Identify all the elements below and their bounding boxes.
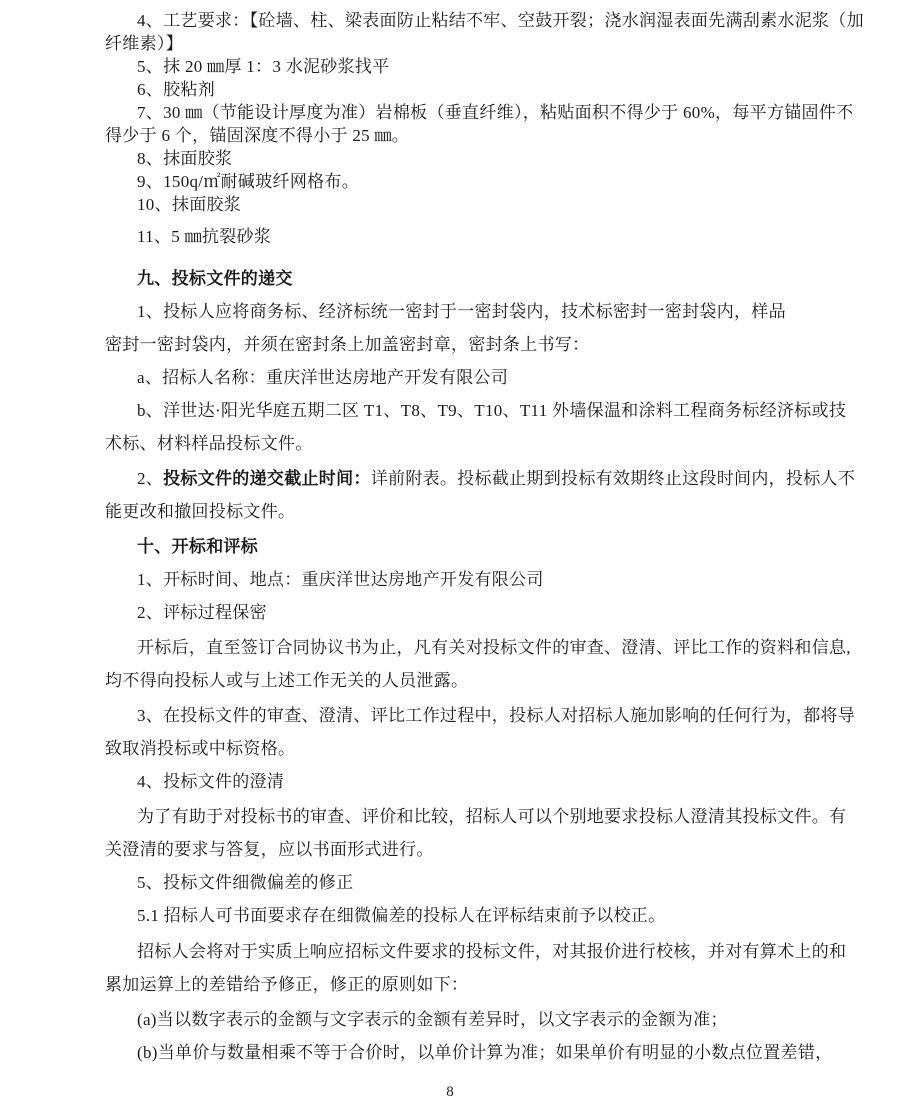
text-run: 密封一密封袋内，并须在密封条上加盖密封章，密封条上书写： — [105, 335, 590, 354]
bold-text-run: 九、投标文件的递交 — [137, 269, 293, 288]
item-8 — [105, 147, 875, 170]
section-9-heading — [105, 262, 875, 295]
text-run: (b)当单价与数量相乘不等于合价时，以单价计算为准；如果单价有明显的小数点位置差错， — [137, 1043, 833, 1062]
text-run: 纤维素）】 — [105, 34, 183, 53]
page-number: 8 — [446, 1084, 454, 1100]
bold-text-run: 十、开标和评标 — [137, 537, 259, 556]
s10-p4-line-1 — [105, 699, 875, 732]
s10-p5 — [105, 765, 875, 798]
item-5 — [105, 55, 875, 78]
s9-p1-line-1 — [105, 295, 875, 328]
s10-p2 — [105, 596, 875, 629]
item-10 — [105, 193, 875, 216]
text-run: 2、 — [137, 469, 164, 488]
s9-item-b-line-1 — [105, 394, 875, 427]
s9-p2-line-1 — [105, 462, 875, 495]
item-7-line-1 — [105, 101, 875, 124]
text-run: 2、评标过程保密 — [137, 603, 267, 622]
s10-p6-line-2 — [105, 833, 875, 866]
s9-p2-line-2 — [105, 495, 875, 528]
s9-item-b-line-2 — [105, 427, 875, 460]
s10-item-a — [105, 1003, 875, 1036]
text-run: 5.1 招标人可书面要求存在细微偏差的投标人在评标结束前予以校正。 — [137, 906, 666, 925]
text-run: 6、胶粘剂 — [137, 80, 215, 99]
text-run: 1、投标人应将商务标、经济标统一密封于一密封袋内，技术标密封一密封袋内，样品 — [137, 302, 786, 321]
document-body — [105, 9, 875, 1069]
s10-p3-line-1 — [105, 631, 875, 664]
text-run: a、招标人名称：重庆洋世达房地产开发有限公司 — [137, 368, 509, 387]
text-run: 4、工艺要求：【砼墙、柱、梁表面防止粘结不牢、空鼓开裂；浇水润湿表面先满刮素水泥浆（加 — [137, 11, 864, 30]
text-run: 3、在投标文件的审查、澄清、评比工作过程中，投标人对招标人施加影响的任何行为，都将导 — [137, 706, 856, 725]
s9-p1-line-2 — [105, 328, 875, 361]
text-run: 均不得向投标人或与上述工作无关的人员泄露。 — [105, 671, 469, 690]
text-run: 累加运算上的差错给予修正，修正的原则如下： — [105, 975, 469, 994]
text-run: 1、开标时间、地点：重庆洋世达房地产开发有限公司 — [137, 570, 544, 589]
text-run: 8、抹面胶浆 — [137, 149, 233, 168]
text-run: 5、投标文件细微偏差的修正 — [137, 873, 354, 892]
s9-item-a — [105, 361, 875, 394]
text-run: 详前附表。投标截止期到投标有效期终止这段时间内，投标人不 — [370, 469, 856, 488]
text-run: 5、抹 20 ㎜厚 1：3 水泥砂浆找平 — [137, 57, 390, 76]
item-4-line-1 — [105, 9, 875, 32]
text-run: 为了有助于对投标书的审查、评价和比较，招标人可以个别地要求投标人澄清其投标文件。有 — [137, 807, 847, 826]
text-run: 10、抹面胶浆 — [137, 195, 242, 214]
s10-p8 — [105, 899, 875, 932]
section-10-heading — [105, 530, 875, 563]
s10-p6-line-1 — [105, 800, 875, 833]
text-run: 得少于 6 个，锚固深度不得小于 25 ㎜。 — [105, 126, 410, 145]
s10-p9-line-2 — [105, 968, 875, 1001]
text-run: 4、投标文件的澄清 — [137, 772, 285, 791]
s10-item-b — [105, 1036, 875, 1069]
bold-text-run: 投标文件的递交截止时间： — [163, 469, 371, 488]
text-run: 11、5 ㎜抗裂砂浆 — [137, 227, 272, 246]
text-run: 9、150q/㎡耐碱玻纤网格布。 — [137, 172, 360, 191]
s10-p1 — [105, 563, 875, 596]
text-run: 招标人会将对于实质上响应招标文件要求的投标文件，对其报价进行校核，并对有算术上的和 — [137, 942, 847, 961]
s10-p4-line-2 — [105, 732, 875, 765]
text-run: 7、30 ㎜（节能设计厚度为准）岩棉板（垂直纤维），粘贴面积不得少于 60%，每平方锚固件不 — [137, 103, 854, 122]
text-run: 开标后，直至签订合同协议书为止，凡有关对投标文件的审查、澄清、评比工作的资料和信息, — [137, 638, 851, 657]
text-run: (a)当以数字表示的金额与文字表示的金额有差异时，以文字表示的金额为准； — [137, 1010, 728, 1029]
item-4-line-2 — [105, 32, 875, 55]
text-run: 能更改和撤回投标文件。 — [105, 502, 296, 521]
s10-p3-line-2 — [105, 664, 875, 697]
item-7-line-2 — [105, 124, 875, 147]
text-run: 致取消投标或中标资格。 — [105, 739, 296, 758]
text-run: 关澄清的要求与答复，应以书面形式进行。 — [105, 840, 434, 859]
s10-p9-line-1 — [105, 935, 875, 968]
item-9 — [105, 170, 875, 193]
text-run: 术标、材料样品投标文件。 — [105, 434, 313, 453]
item-11 — [105, 225, 875, 248]
s10-p7 — [105, 866, 875, 899]
item-6 — [105, 78, 875, 101]
text-run: b、洋世达·阳光华庭五期二区 T1、T8、T9、T10、T11 外墙保温和涂料工程商务标经济标或技 — [137, 401, 847, 420]
